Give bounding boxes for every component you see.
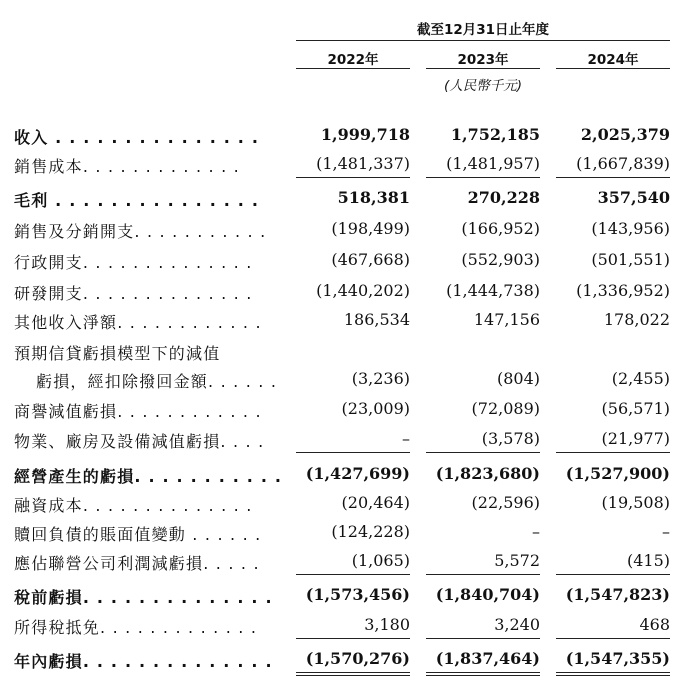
table-row (0, 185, 700, 215)
row-label: 年內虧損. . . . . . . . . . . . . . (14, 652, 273, 671)
subtotal-rule (426, 452, 540, 453)
row-label: 研發開支. . . . . . . . . . . . . . (14, 284, 253, 303)
row-label: 所得稅抵免. . . . . . . . . . . . . (14, 618, 258, 637)
leader-dots: . . . . . . . . . . . . . (82, 157, 240, 176)
value-cell: (1,440,202) (316, 281, 410, 300)
value-cell: (1,840,704) (435, 585, 540, 604)
value-cell: (3,236) (351, 369, 410, 388)
value-cell: – (402, 429, 410, 448)
value-cell: (72,089) (471, 399, 540, 418)
leader-dots: . . . . . . . . . . . . . . . (48, 128, 260, 147)
subtotal-rule (426, 177, 540, 178)
value-cell: (56,571) (601, 399, 670, 418)
year-rule (556, 68, 670, 69)
table-row (0, 396, 700, 426)
subtotal-rule (556, 452, 670, 453)
row-label: 商譽減值虧損. . . . . . . . . . . . (14, 402, 262, 421)
value-cell: (804) (496, 369, 540, 388)
value-cell: 3,240 (494, 615, 540, 634)
table-row (0, 122, 700, 152)
value-cell: 186,534 (343, 310, 410, 329)
table-row (0, 490, 700, 520)
leader-dots: . . . . . . (186, 525, 262, 544)
table-row (0, 307, 700, 337)
table-row (0, 338, 700, 368)
value-cell: (166,952) (461, 219, 540, 238)
row-label: 銷售及分銷開支. . . . . . . . . . . (14, 222, 267, 241)
subtotal-rule (556, 177, 670, 178)
value-cell: (1,527,900) (565, 464, 670, 483)
value-cell: – (662, 522, 670, 541)
value-cell: (1,570,276) (305, 649, 410, 668)
subtotal-rule (426, 638, 540, 639)
row-label: 經營產生的虧損. . . . . . . . . . . (14, 467, 283, 486)
row-label: 應佔聯營公司利潤減虧損. . . . . (14, 554, 260, 573)
value-cell: 2,025,379 (580, 125, 670, 144)
value-cell: (1,481,957) (446, 154, 540, 173)
row-label: 融資成本. . . . . . . . . . . . . . (14, 496, 253, 515)
value-cell: (1,667,839) (576, 154, 670, 173)
row-label: 毛利 . . . . . . . . . . . . . . . (14, 191, 260, 210)
period-rule (296, 40, 670, 41)
row-label: 虧損，經扣除撥回金額. . . . . . (36, 372, 278, 391)
row-label: 行政開支. . . . . . . . . . . . . . (14, 253, 253, 272)
value-cell: (198,499) (331, 219, 410, 238)
leader-dots: . . . . . . . . . . . . . . (82, 284, 253, 303)
value-cell: 178,022 (603, 310, 670, 329)
table-row (0, 366, 700, 396)
leader-dots: . . . . . . . . . . . . (117, 313, 262, 332)
value-cell: – (532, 522, 540, 541)
value-cell: (22,596) (471, 493, 540, 512)
subtotal-rule (296, 574, 410, 575)
subtotal-rule (296, 452, 410, 453)
subtotal-rule (296, 638, 410, 639)
value-cell: (19,508) (601, 493, 670, 512)
row-label: 贖回負債的賬面值變動 . . . . . . (14, 525, 262, 544)
value-cell: (1,837,464) (435, 649, 540, 668)
leader-dots: . . . . . (203, 554, 260, 573)
value-cell: 3,180 (364, 615, 410, 634)
value-cell: (1,823,680) (435, 464, 540, 483)
leader-dots: . . . . . . . . . . . . (117, 402, 262, 421)
leader-dots: . . . . . . . . . . . . . . (82, 253, 253, 272)
leader-dots: . . . . . . . . . . . . . . . (48, 191, 260, 210)
table-row (0, 519, 700, 549)
value-cell: (1,336,952) (576, 281, 670, 300)
value-cell: 147,156 (473, 310, 540, 329)
value-cell: (1,547,355) (565, 649, 670, 668)
period-header: 截至12月31日止年度 (416, 22, 550, 38)
table-row (0, 461, 700, 491)
table-row (0, 582, 700, 612)
value-cell: (467,668) (331, 250, 410, 269)
total-double-rule (296, 672, 410, 676)
value-cell: 357,540 (597, 188, 670, 207)
value-cell: (124,228) (331, 522, 410, 541)
value-cell: 468 (639, 615, 670, 634)
value-cell: (3,578) (481, 429, 540, 448)
value-cell: (1,444,738) (446, 281, 540, 300)
row-label: 稅前虧損. . . . . . . . . . . . . . (14, 588, 273, 607)
row-label: 銷售成本. . . . . . . . . . . . . (14, 157, 240, 176)
value-cell: 1,752,185 (450, 125, 540, 144)
subtotal-rule (556, 574, 670, 575)
year-rule (426, 68, 540, 69)
value-cell: (21,977) (601, 429, 670, 448)
value-cell: 5,572 (494, 551, 540, 570)
value-cell: (2,455) (611, 369, 670, 388)
value-cell: 270,228 (467, 188, 540, 207)
value-cell: (143,956) (591, 219, 670, 238)
unit-label: (人民幣千元) (443, 78, 523, 94)
value-cell: 518,381 (337, 188, 410, 207)
leader-dots: . . . . . . . . . . . . . . (82, 652, 273, 671)
year-rule (296, 68, 410, 69)
row-label: 其他收入淨額. . . . . . . . . . . . (14, 313, 262, 332)
value-cell: (415) (626, 551, 670, 570)
leader-dots: . . . . . . (208, 372, 278, 391)
total-double-rule (556, 672, 670, 676)
year-header-2024: 2024年 (587, 52, 639, 68)
leader-dots: . . . . . . . . . . . (134, 222, 267, 241)
row-label: 預期信貸虧損模型下的減值 (14, 344, 221, 363)
subtotal-rule (426, 574, 540, 575)
value-cell: (1,573,456) (305, 585, 410, 604)
leader-dots: . . . . (220, 432, 265, 451)
table-row (0, 247, 700, 277)
row-label: 物業、廠房及設備減值虧損. . . . (14, 432, 265, 451)
row-label: 收入 . . . . . . . . . . . . . . . (14, 128, 260, 147)
table-row (0, 278, 700, 308)
value-cell: (20,464) (341, 493, 410, 512)
value-cell: (23,009) (341, 399, 410, 418)
subtotal-rule (296, 177, 410, 178)
year-header-2022: 2022年 (327, 52, 379, 68)
value-cell: (501,551) (591, 250, 670, 269)
leader-dots: . . . . . . . . . . . . . . (82, 496, 253, 515)
value-cell: (552,903) (461, 250, 540, 269)
year-header-2023: 2023年 (457, 52, 509, 68)
value-cell: (1,065) (351, 551, 410, 570)
table-row (0, 216, 700, 246)
value-cell: (1,427,699) (305, 464, 410, 483)
subtotal-rule (556, 638, 670, 639)
leader-dots: . . . . . . . . . . . . . . (82, 588, 273, 607)
value-cell: 1,999,718 (320, 125, 410, 144)
total-double-rule (426, 672, 540, 676)
leader-dots: . . . . . . . . . . . . . (100, 618, 258, 637)
leader-dots: . . . . . . . . . . . (134, 467, 283, 486)
value-cell: (1,481,337) (316, 154, 410, 173)
value-cell: (1,547,823) (565, 585, 670, 604)
